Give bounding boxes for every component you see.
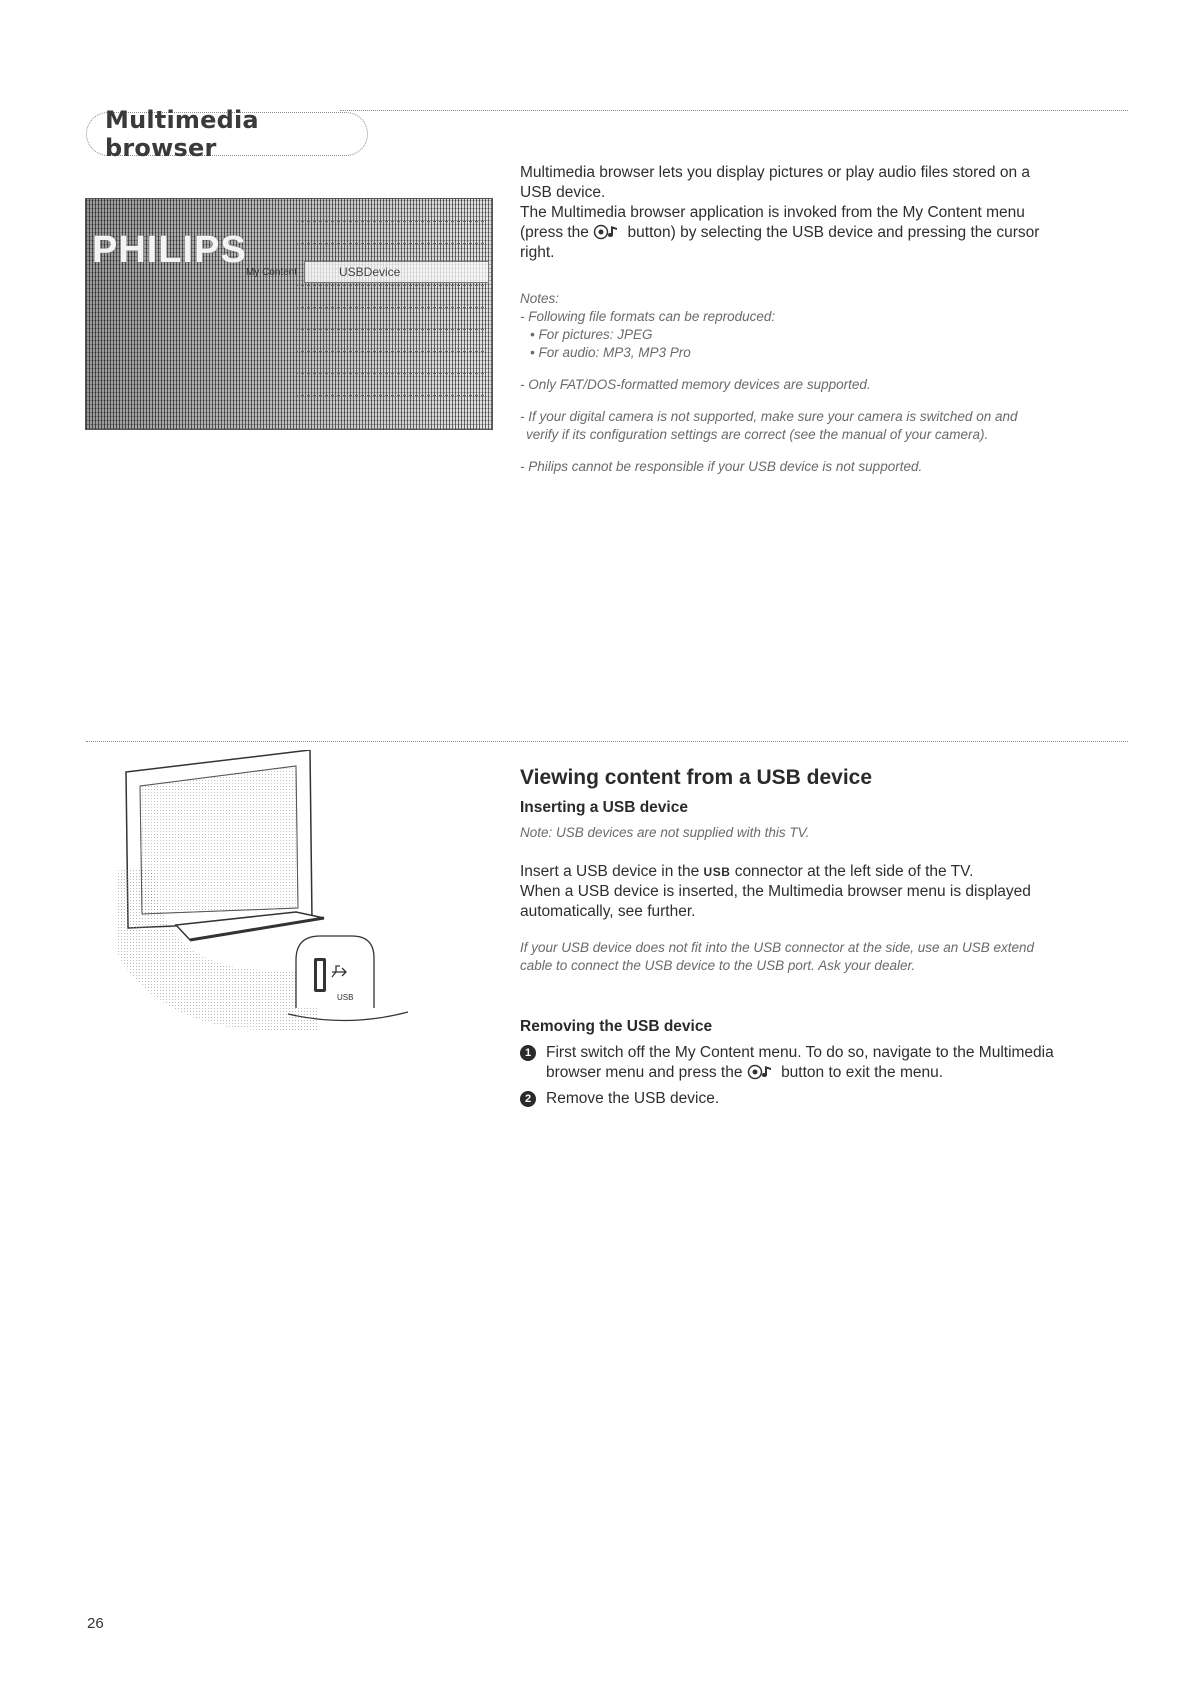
my-content-key-icon: [747, 1064, 777, 1080]
step-1-fragment: browser menu and press the: [546, 1064, 743, 1081]
menu-row-divider: [296, 329, 486, 330]
note-item: - Only FAT/DOS-formatted memory devices are supported.: [520, 377, 871, 392]
page-number: 26: [87, 1615, 104, 1632]
step-1-line: [546, 1063, 1054, 1083]
intro-line: [520, 223, 1120, 243]
step-1-fragment: button to exit the menu.: [781, 1064, 944, 1081]
step-2: [520, 1089, 1130, 1109]
inserting-fragment: Insert a USB device in the: [520, 863, 700, 880]
menu-row-divider: [296, 395, 486, 396]
menu-row-divider: [296, 221, 486, 222]
tip-line: cable to connect the USB device to the USB port. Ask your dealer.: [520, 958, 916, 973]
inserting-tip: [520, 939, 1140, 975]
inserting-fragment: connector at the left side of the TV.: [734, 863, 974, 880]
note-item: • For audio: MP3, MP3 Pro: [530, 345, 691, 360]
usb-connector-label: USB: [703, 865, 731, 879]
usb-port-icon: [288, 936, 408, 1021]
menu-brand-logo: PHILIPS: [92, 229, 247, 271]
intro-line: USB device.: [520, 184, 606, 201]
menu-row-divider: [296, 373, 486, 374]
intro-line: The Multimedia browser application is invoked from the My Content menu: [520, 204, 1025, 221]
section-title: Multimedia browser: [105, 106, 259, 162]
header-divider: [340, 110, 1128, 111]
inserting-subheading: Inserting a USB device: [520, 799, 688, 816]
step-2-text: Remove the USB device.: [546, 1090, 720, 1107]
menu-selected-item: [304, 261, 489, 283]
menu-screenshot: [85, 198, 493, 430]
step-1-badge-icon: 1: [520, 1045, 536, 1061]
inserting-paragraph: [520, 862, 1130, 922]
note-item: - Following file formats can be reproduced:: [520, 309, 776, 324]
section-divider: [86, 741, 1128, 742]
note-item: - Philips cannot be responsible if your USB device is not supported.: [520, 459, 923, 474]
menu-row-divider: [296, 243, 486, 244]
note-item: - If your digital camera is not supported, make sure your camera is switched on and: [520, 409, 1018, 424]
usb-port-label: USB: [337, 993, 354, 1002]
removing-subheading: Removing the USB device: [520, 1018, 713, 1035]
menu-row-divider: [296, 307, 486, 308]
notes-label: Notes:: [520, 291, 560, 306]
inserting-line: automatically, see further.: [520, 903, 696, 920]
section2-heading: Viewing content from a USB device: [520, 766, 873, 789]
note-item: verify if its configuration settings are correct (see the manual of your camera).: [526, 427, 989, 442]
menu-row-divider: [296, 285, 486, 286]
inserting-line: [520, 862, 1130, 882]
intro-fragment: (press the: [520, 224, 589, 241]
inserting-line: When a USB device is inserted, the Multimedia browser menu is displayed: [520, 883, 1031, 900]
step-2-badge-icon: 2: [520, 1091, 536, 1107]
my-content-key-icon: [593, 224, 623, 240]
intro-line: right.: [520, 244, 555, 261]
intro-line: Multimedia browser lets you display pictures or play audio files stored on a: [520, 164, 1031, 181]
intro-paragraph: [520, 163, 1120, 263]
step-1-line: First switch off the My Content menu. To do so, navigate to the Multimedia: [546, 1044, 1054, 1061]
removing-steps: [520, 1043, 1130, 1109]
menu-selected-label: USBDevice: [339, 265, 401, 279]
note-item: • For pictures: JPEG: [530, 327, 653, 342]
inserting-note: Note: USB devices are not supplied with this TV.: [520, 825, 810, 840]
menu-left-item: My Content: [246, 267, 298, 278]
tip-line: If your USB device does not fit into the USB connector at the side, use an USB extend: [520, 940, 1035, 955]
intro-fragment: button) by selecting the USB device and pressing the cursor: [627, 224, 1040, 241]
tv-usb-illustration: [118, 750, 418, 1050]
section-title-pill: [86, 106, 368, 162]
step-1: [520, 1043, 1130, 1083]
menu-row-divider: [296, 351, 486, 352]
notes-block: [520, 290, 1130, 476]
